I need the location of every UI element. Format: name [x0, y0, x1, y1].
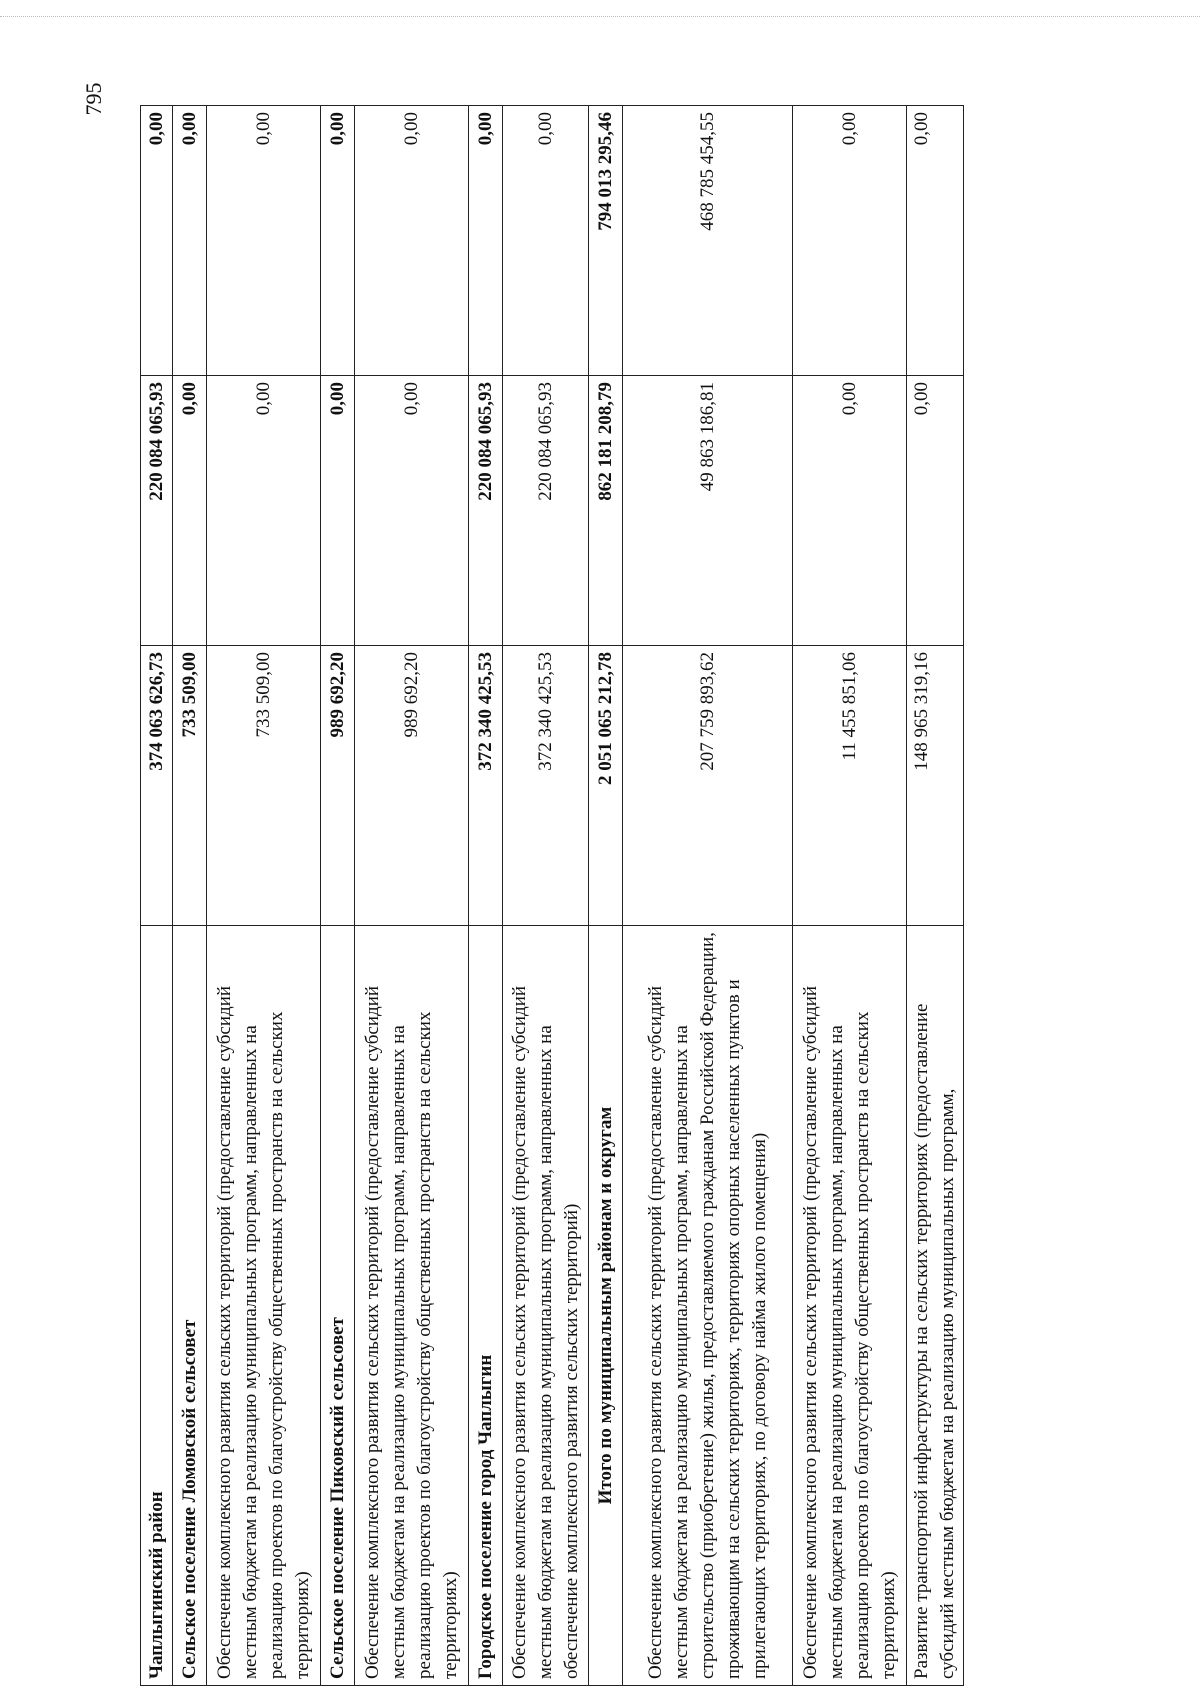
row-value-1: 207 759 893,62 — [623, 646, 793, 926]
row-label: Обеспечение комплексного развития сельских территорий (предоставление субсидий местным бюджетам на реализацию муниципальных программ, направленных на строительство (приобретение) жилья, предоставляемого гражданам Российской Федерации, проживающим на сельских территориях, территориях опорных населенных пунктов и прилегающих территориях, по договору найма жилого помещения) — [623, 926, 793, 1686]
table-row-partial — [907, 106, 964, 1686]
row-value-1: 148 965 319,16 — [907, 646, 964, 926]
row-value-1: 989 692,20 — [321, 646, 355, 926]
row-label: Сельское поселение Пиковский сельсовет — [321, 926, 355, 1686]
table-row — [207, 106, 321, 1686]
row-value-1: 374 063 626,73 — [141, 646, 173, 926]
row-label: Обеспечение комплексного развития сельских территорий (предоставление субсидий местным бюджетам на реализацию муниципальных программ, направленных на реализацию проектов по благоустройству общественных пространств на сельских территориях) — [793, 926, 907, 1686]
table-row — [469, 106, 503, 1686]
row-value-2: 0,00 — [207, 376, 321, 646]
budget-table — [140, 105, 964, 1686]
row-value-3: 0,00 — [355, 106, 469, 376]
row-value-3: 0,00 — [907, 106, 964, 376]
row-value-1: 989 692,20 — [355, 646, 469, 926]
row-value-3: 0,00 — [503, 106, 589, 376]
row-value-2: 0,00 — [321, 376, 355, 646]
row-value-3: 0,00 — [173, 106, 207, 376]
row-value-1: 733 509,00 — [207, 646, 321, 926]
table-row — [623, 106, 793, 1686]
row-value-2: 220 084 065,93 — [503, 376, 589, 646]
table-row — [503, 106, 589, 1686]
table-row — [321, 106, 355, 1686]
row-value-2: 0,00 — [793, 376, 907, 646]
row-label: Обеспечение комплексного развития сельских территорий (предоставление субсидий местным бюджетам на реализацию муниципальных программ, направленных на реализацию проектов по благоустройству общественных пространств на сельских территориях) — [207, 926, 321, 1686]
row-value-2: 0,00 — [173, 376, 207, 646]
table-row — [141, 106, 173, 1686]
table-row — [793, 106, 907, 1686]
table-row-total — [589, 106, 623, 1686]
row-value-2: 220 084 065,93 — [141, 376, 173, 646]
row-value-2: 49 863 186,81 — [623, 376, 793, 646]
row-label: Развитие транспортной инфраструктуры на сельских территориях (предоставление субсидий местным бюджетам на реализацию муниципальных программ, — [907, 926, 964, 1686]
row-value-3: 0,00 — [141, 106, 173, 376]
row-label: Сельское поселение Ломовской сельсовет — [173, 926, 207, 1686]
row-value-2: 220 084 065,93 — [469, 376, 503, 646]
row-value-3: 0,00 — [207, 106, 321, 376]
row-value-1: 372 340 425,53 — [503, 646, 589, 926]
table-row — [355, 106, 469, 1686]
total-value-3: 794 013 295,46 — [589, 106, 623, 376]
page-number: 795 — [81, 82, 106, 116]
scan-edge-line — [0, 16, 1200, 17]
row-label: Чаплыгинский район — [141, 926, 173, 1686]
row-label: Городское поселение город Чаплыгин — [469, 926, 503, 1686]
row-value-3: 0,00 — [469, 106, 503, 376]
row-value-2: 0,00 — [355, 376, 469, 646]
total-value-2: 862 181 208,79 — [589, 376, 623, 646]
row-value-3: 0,00 — [793, 106, 907, 376]
rotated-table-container — [140, 106, 1040, 1686]
row-value-1: 733 509,00 — [173, 646, 207, 926]
row-value-2: 0,00 — [907, 376, 964, 646]
row-value-3: 0,00 — [321, 106, 355, 376]
row-label: Обеспечение комплексного развития сельских территорий (предоставление субсидий местным бюджетам на реализацию муниципальных программ, направленных на реализацию проектов по благоустройству общественных пространств на сельских территориях) — [355, 926, 469, 1686]
total-value-1: 2 051 065 212,78 — [589, 646, 623, 926]
row-value-1: 11 455 851,06 — [793, 646, 907, 926]
total-label: Итого по муниципальным районам и округам — [589, 926, 623, 1686]
row-value-3: 468 785 454,55 — [623, 106, 793, 376]
row-value-1: 372 340 425,53 — [469, 646, 503, 926]
row-label: Обеспечение комплексного развития сельских территорий (предоставление субсидий местным бюджетам на реализацию муниципальных программ, направленных на обеспечение комплексного развития сельских территорий) — [503, 926, 589, 1686]
table-row — [173, 106, 207, 1686]
